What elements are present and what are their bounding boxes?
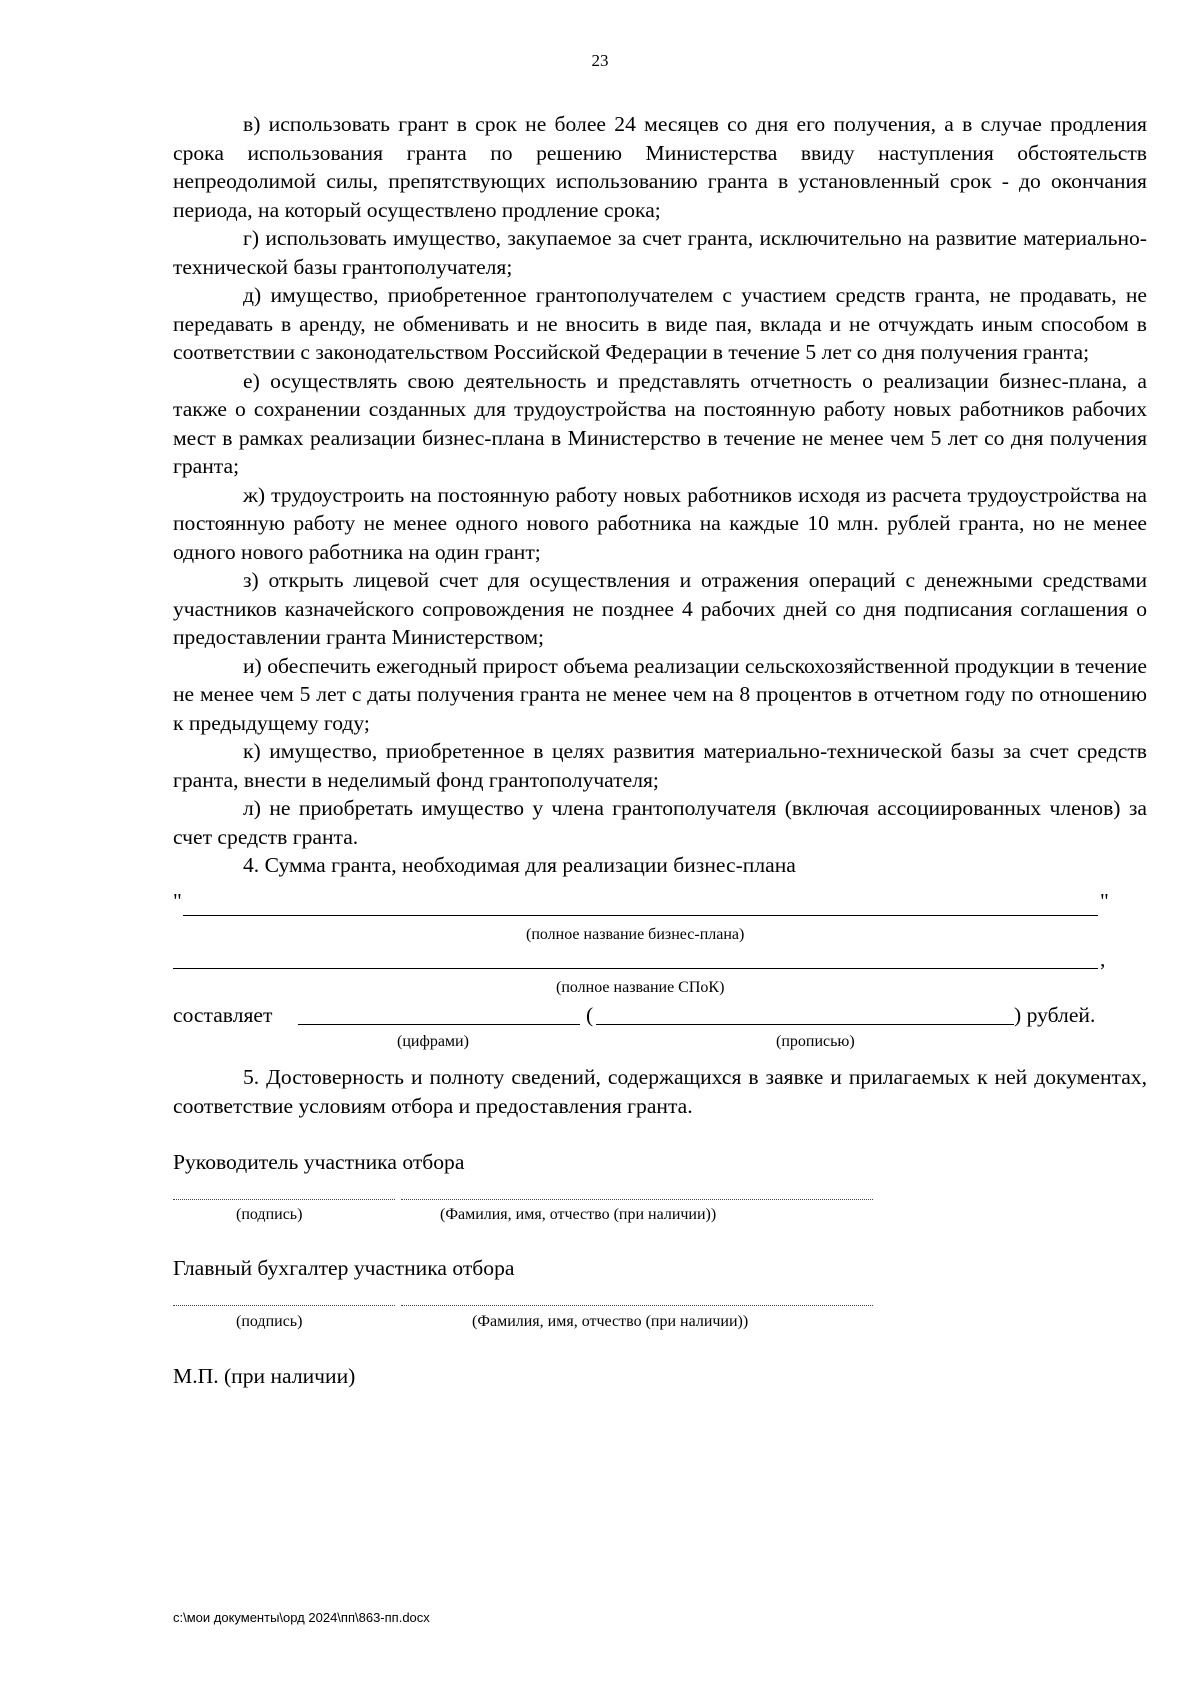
amount-digits-line: [298, 1024, 580, 1025]
head-name-caption: (Фамилия, имя, отчество (при наличии)): [440, 1206, 717, 1223]
clause-l: л) не приобретать имущество у члена грантополучателя (включая ассоциированных членов) за счет средств гранта.: [173, 796, 1147, 849]
plan-open-quote: ": [173, 889, 182, 913]
seal-label: М.П. (при наличии): [173, 1364, 356, 1388]
clauses-block: [173, 110, 1147, 880]
section-4-intro: 4. Сумма гранта, необходимая для реализации бизнес-плана: [243, 853, 796, 877]
accountant-name-line: [401, 1305, 873, 1306]
caption-org-name: (полное название СПоК): [556, 979, 725, 996]
plan-close-quote: ": [1100, 889, 1109, 913]
amount-suffix: ) рублей.: [1014, 1003, 1096, 1027]
clause-e: е) осуществлять свою деятельность и представлять отчетность о реализации бизнес-плана, а также о сохранении созданных для трудоустройства на постоянную работу новых работников рабочих мест в рамках реализации бизнес-плана в Министерство в течение не менее чем 5 лет со дня получения гранта;: [173, 368, 1147, 478]
clause-k: к) имущество, приобретенное в целях развития материально-технической базы за счет средств гранта, внести в неделимый фонд грантополучателя;: [173, 739, 1147, 792]
amount-label: составляет: [173, 1003, 273, 1027]
accountant-name-caption: (Фамилия, имя, отчество (при наличии)): [472, 1313, 749, 1330]
head-sign-caption: (подпись): [236, 1206, 303, 1223]
accountant-sign-line: [173, 1305, 395, 1306]
org-name-line: [173, 968, 1098, 969]
section-5-text: 5. Достоверность и полноту сведений, содержащихся в заявке и прилагаемых к ней документах, соответствие условиям отбора и предоставления гранта.: [173, 1065, 1147, 1118]
page-number: 23: [591, 51, 609, 70]
head-name-line: [401, 1199, 873, 1200]
clause-z: з) открыть лицевой счет для осуществления и отражения операций с денежными средствами участников казначейского сопровождения не позднее 4 рабочих дней со дня подписания соглашения о предоставлении гранта Министерством;: [173, 568, 1147, 649]
clause-zh: ж) трудоустроить на постоянную работу новых работников исходя из расчета трудоустройства на постоянную работу не менее одного нового работника на каждые 10 млн. рублей гранта, но не менее одного нового работника на один грант;: [173, 482, 1147, 564]
clause-i: и) обеспечить ежегодный прирост объема реализации сельскохозяйственной продукции в течение не менее чем 5 лет с даты получения гранта не менее чем на 8 процентов в отчетном году по отношению к предыдущему году;: [173, 653, 1147, 735]
clause-d: д) имущество, приобретенное грантополучателем с участием средств гранта, не продавать, не передавать в аренду, не обменивать и не вносить в виде пая, вклада и не отчуждать иным способом в соответствии с законодательством Российской Федерации в течение 5 лет со дня получения гранта;: [173, 283, 1147, 364]
amount-words-line: [596, 1024, 1014, 1025]
clause-g: г) использовать имущество, закупаемое за счет гранта, исключительно на развитие материально-технической базы грантополучателя;: [173, 226, 1147, 279]
section-5-block: [173, 1063, 1147, 1120]
caption-digits: (цифрами): [397, 1033, 469, 1050]
org-comma: ,: [1100, 947, 1106, 971]
head-title: Руководитель участника отбора: [173, 1150, 465, 1174]
footer-file-path: c:\мои документы\орд 2024\пп\863-пп.docx: [173, 1610, 430, 1625]
caption-plan-name: (полное название бизнес-плана): [526, 926, 745, 943]
amount-open-paren: (: [586, 1003, 594, 1027]
caption-words: (прописью): [776, 1033, 855, 1050]
head-sign-line: [173, 1199, 395, 1200]
clause-v: в) использовать грант в срок не более 24 месяцев со дня его получения, а в случае продления срока использования гранта по решению Министерства ввиду наступления обстоятельств непреодолимой силы, препятствующих использованию гранта в установленный срок - до окончания периода, на который осуществлено продление срока;: [173, 112, 1147, 222]
accountant-sign-caption: (подпись): [236, 1313, 303, 1330]
plan-name-line: [183, 915, 1098, 916]
accountant-title: Главный бухгалтер участника отбора: [173, 1256, 515, 1280]
